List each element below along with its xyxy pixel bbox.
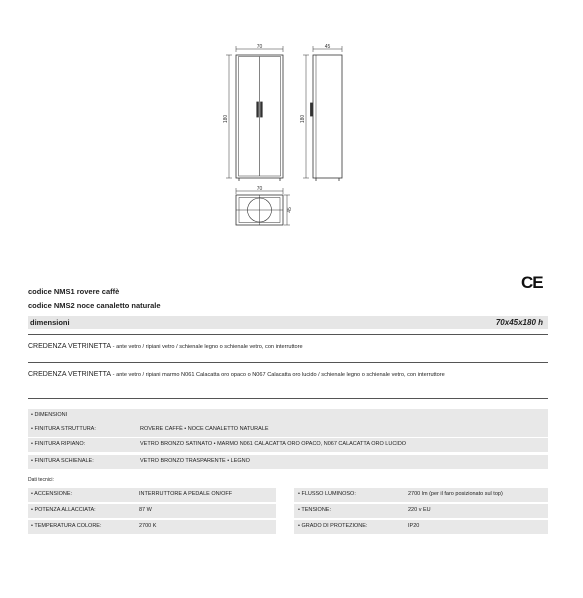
table-row (28, 409, 548, 423)
tech-label: • POTENZA ALLACCIATA: (31, 507, 96, 513)
tech-value: 2700 K (139, 523, 157, 529)
table-row (28, 504, 276, 518)
tech-value: IP20 (408, 523, 420, 529)
table-row (294, 520, 548, 534)
description-1-head: CREDENZA VETRINETTA (28, 343, 112, 350)
finish-label: • FINITURA STRUTTURA: (31, 426, 96, 432)
description-2-head: CREDENZA VETRINETTA (28, 371, 112, 378)
finish-label: • DIMENSIONI (31, 412, 68, 418)
table-row (28, 488, 276, 502)
side-view (303, 46, 342, 181)
technical-drawing (0, 0, 583, 240)
dimensions-value: 70x45x180 h (495, 318, 543, 327)
tech-label: • FLUSSO LUMINOSO: (298, 491, 356, 497)
divider (28, 362, 548, 363)
table-row (28, 520, 276, 534)
tech-label: • GRADO DI PROTEZIONE: (298, 523, 368, 529)
dimensions-label: dimensioni (30, 318, 70, 327)
finish-label: • FINITURA SCHIENALE: (31, 458, 94, 464)
tech-value: 2700 lm (per il faro posizionato sul top) (408, 491, 503, 497)
divider (28, 398, 548, 399)
front-width-label: 70 (256, 44, 263, 50)
top-view (236, 188, 290, 225)
front-height-label: 180 (223, 114, 229, 124)
table-row (28, 455, 548, 469)
tech-value: 220 v EU (408, 507, 431, 513)
side-depth-label: 45 (324, 44, 331, 50)
description-2 (28, 369, 498, 381)
front-view (226, 46, 283, 181)
top-depth-label: 45 (287, 207, 293, 213)
finish-value: VETRO BRONZO SATINATO • MARMO N061 CALACATTA ORO OPACO, N067 CALACATTA ORO LUCIDO (140, 441, 407, 447)
table-row (28, 423, 548, 437)
description-1-text: - ante vetro / ripiani vetro / schienale legno o schienale vetro, con interruttore (111, 344, 303, 350)
divider (28, 334, 548, 335)
table-row (28, 438, 548, 452)
description-2-text: - ante vetro / ripiani marmo N061 Calacatta oro opaco o N067 Calacatta oro lucido / schienale legno o schienale vetro, con interruttore (111, 372, 445, 378)
table-row (294, 504, 548, 518)
table-row (294, 488, 548, 502)
finish-label: • FINITURA RIPIANO: (31, 441, 86, 447)
side-height-label: 180 (300, 114, 306, 124)
top-width-label: 70 (256, 186, 263, 192)
tech-label: • TEMPERATURA COLORE: (31, 523, 102, 529)
ce-mark: CE (521, 273, 543, 292)
dimensions-bar (28, 316, 548, 329)
tech-label: • TENSIONE: (298, 507, 331, 513)
finish-value: VETRO BRONZO TRASPARENTE • LEGNO (140, 458, 250, 464)
tech-label: • ACCENSIONE: (31, 491, 73, 497)
description-1 (28, 341, 303, 353)
product-code-1: codice NMS1 rovere caffè (28, 287, 120, 296)
tech-value: 87 W (139, 507, 152, 513)
tech-title: Dati tecnici: (28, 477, 54, 483)
product-code-2: codice NMS2 noce canaletto naturale (28, 301, 161, 310)
tech-value: INTERRUTTORE A PEDALE ON/OFF (139, 491, 233, 497)
finish-value: ROVERE CAFFÈ • NOCE CANALETTO NATURALE (140, 426, 269, 432)
